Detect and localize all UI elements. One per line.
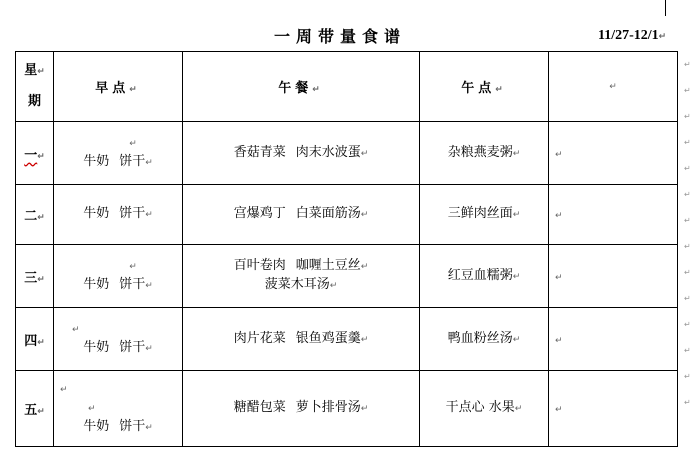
weekly-menu-table [15,51,678,447]
day-cell[interactable]: 四↵ [16,308,54,371]
breakfast-cell[interactable]: ↵ ↵ 牛奶 饼干↵ [54,371,183,447]
snack-cell[interactable]: 鸭血粉丝汤↵ [420,308,549,371]
extra-cell[interactable]: ↵ [549,185,678,245]
table-row [16,308,678,371]
extra-cell[interactable]: ↵ [549,371,678,447]
header-extra[interactable]: ↵ [549,52,678,122]
snack-cell[interactable]: 干点心 水果↵ [420,371,549,447]
breakfast-cell[interactable]: ↵ 牛奶 饼干↵ [54,122,183,185]
extra-cell[interactable]: ↵ [549,245,678,308]
breakfast-cell[interactable]: 牛奶 饼干↵ [54,185,183,245]
date-range: 11/27-12/1↵ [598,28,667,43]
table-row [16,245,678,308]
header-breakfast[interactable]: 早点↵ [54,52,183,122]
snack-cell[interactable]: 三鲜肉丝面↵ [420,185,549,245]
lunch-cell[interactable]: 百叶卷肉 咖喱土豆丝↵ 菠菜木耳汤↵ [183,245,420,308]
lunch-cell[interactable]: 肉片花菜 银鱼鸡蛋羹↵ [183,308,420,371]
lunch-cell[interactable]: 宫爆鸡丁 白菜面筋汤↵ [183,185,420,245]
text-cursor [665,0,666,16]
page-title: 一周带量食谱 [273,27,406,46]
day-cell[interactable]: 三↵ [16,245,54,308]
day-cell[interactable]: 二↵ [16,185,54,245]
header-day[interactable]: 星↵ 期 [16,52,54,122]
header-lunch[interactable]: 午餐↵ [183,52,420,122]
breakfast-cell[interactable]: ↵ 牛奶 饼干↵ [54,245,183,308]
header-row [16,52,678,122]
snack-cell[interactable]: 红豆血糯粥↵ [420,245,549,308]
lunch-cell[interactable]: 糖醋包菜 萝卜排骨汤↵ [183,371,420,447]
snack-cell[interactable]: 杂粮燕麦粥↵ [420,122,549,185]
extra-cell[interactable]: ↵ [549,308,678,371]
breakfast-cell[interactable]: ↵ 牛奶 饼干↵ [54,308,183,371]
right-margin-marks: ↵ ↵ ↵ ↵ ↵ ↵ ↵ ↵ ↵ ↵ ↵ ↵ ↵ ↵ [684,60,691,407]
table-row [16,185,678,245]
lunch-cell[interactable]: 香菇青菜 肉末水波蛋↵ [183,122,420,185]
extra-cell[interactable]: ↵ [549,122,678,185]
day-cell[interactable]: 五↵ [16,371,54,447]
header-snack[interactable]: 午点↵ [420,52,549,122]
table-row [16,371,678,447]
day-cell[interactable]: 一↵ [16,122,54,185]
table-row [16,122,678,185]
